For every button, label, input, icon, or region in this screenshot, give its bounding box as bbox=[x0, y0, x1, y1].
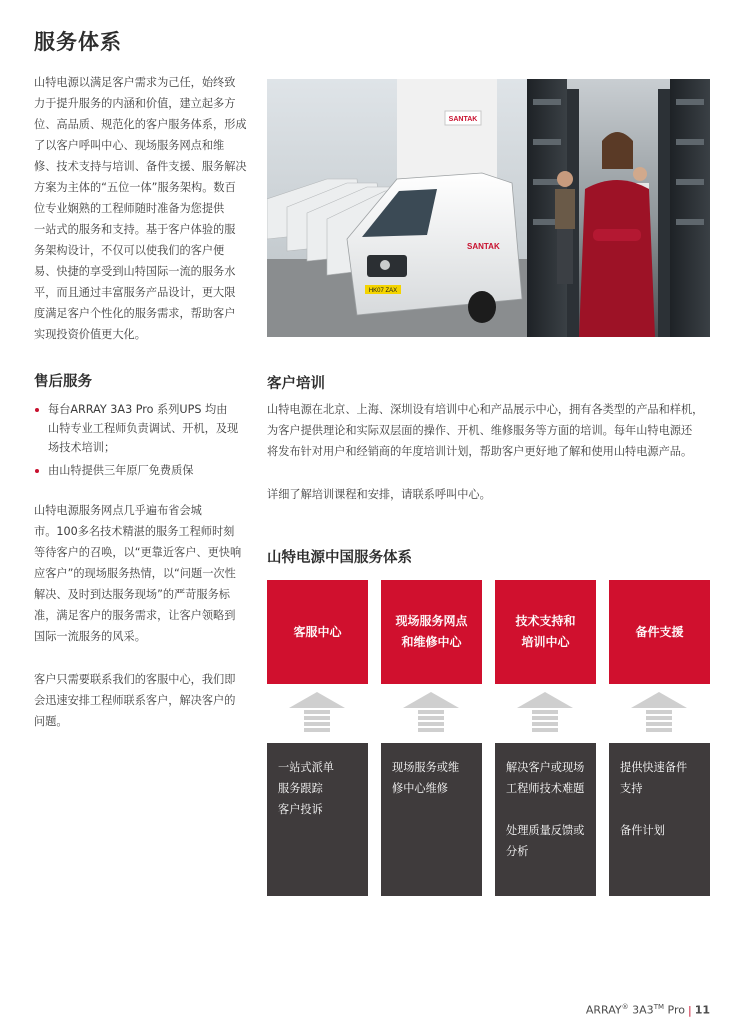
spacer bbox=[620, 799, 702, 820]
detail-item: 解决客户或现场 bbox=[506, 761, 585, 774]
page-footer bbox=[586, 1003, 710, 1017]
detail-item: 分析 bbox=[506, 845, 529, 858]
up-arrow-icon bbox=[609, 690, 710, 736]
footer-separator: | bbox=[687, 1003, 692, 1017]
box-spare-parts: 备件支援 bbox=[609, 580, 710, 684]
detail-item: 服务跟踪 bbox=[278, 782, 323, 795]
service-network-paragraph: 山特电源服务网点几乎遍布省会城 市。100多名技术精湛的服务工程师时刻 等待客户的召唤，以“更靠近客户、更快响 应客户”的现场服务热情，以“问题一次性 解决、及时到达服务现场”的严苛服务标 准，满足客户的服务需求，让客户领略到 国际一流服务的风采。 bbox=[34, 504, 242, 643]
training-heading: 客户培训 bbox=[267, 376, 325, 392]
footer-model: 3A3 bbox=[628, 1003, 654, 1017]
after-sales-heading: 售后服务 bbox=[34, 374, 92, 390]
van-logo: SANTAK bbox=[467, 242, 500, 251]
detail-tech-support bbox=[495, 743, 596, 896]
intro-paragraph: 山特电源以满足客户需求为己任，始终致 力于提升服务的内涵和价值，建立起多方 位、高品质、规范化的客户服务体系，形成 了以客户呼叫中心、现场服务网点和维 修、技术支持与培训、备件支援、服务解决 方案为主体的“五位一体”服务架构。数百 位专业娴熟的工程师随时准备为您提供 一站式的服务和支持。基于客户体验的服 务架构设计，不仅可以使我们的客户便 易、快捷的享受到山特国际一流的服务水 平，而且通过丰富服务产品设计，更大限 度满足客户个性化的服务需求，帮助客户 实现投资价值更大化。 bbox=[34, 76, 247, 341]
page-number: 11 bbox=[694, 1003, 710, 1017]
detail-item: 工程师技术难题 bbox=[506, 782, 585, 795]
detail-item: 客户投诉 bbox=[278, 803, 323, 816]
page-title: 服务体系 bbox=[34, 30, 122, 54]
detail-call-center bbox=[267, 743, 368, 896]
list-item: 每台ARRAY 3A3 Pro 系列UPS 均由 山特专业工程师负责调试、开机，及现 场技术培训； bbox=[34, 400, 252, 457]
up-arrow-icon bbox=[267, 690, 368, 736]
footer-suffix: Pro bbox=[664, 1003, 685, 1017]
box-tech-support: 技术支持和 培训中心 bbox=[495, 580, 596, 684]
up-arrow-icon bbox=[381, 690, 482, 736]
detail-item: 现场服务或维 bbox=[392, 761, 460, 774]
box-field-service: 现场服务网点 和维修中心 bbox=[381, 580, 482, 684]
after-sales-list bbox=[34, 400, 252, 484]
detail-item: 提供快速备件 bbox=[620, 761, 688, 774]
detail-item: 支持 bbox=[620, 782, 643, 795]
box-call-center: 客服中心 bbox=[267, 580, 368, 684]
footer-brand: ARRAY bbox=[585, 1003, 622, 1017]
bullet-icon bbox=[35, 408, 39, 412]
registered-mark: ® bbox=[621, 1003, 629, 1011]
spacer bbox=[506, 799, 588, 820]
detail-item: 一站式派单 bbox=[278, 761, 334, 774]
detail-item: 修中心维修 bbox=[392, 782, 448, 795]
training-paragraph: 山特电源在北京、上海、深圳设有培训中心和产品展示中心，拥有各类型的产品和样机， 为客户提供理论和实际双层面的操作、开机、维修服务等方面的培训。每年山特电源还 将发布针对用户和经销商的年度培训计划，帮助客户更好地了解和使用山特电源产品。 bbox=[267, 403, 704, 458]
service-photo bbox=[267, 79, 710, 337]
contact-paragraph: 客户只需要联系我们的客服中心，我们即 会迅速安排工程师联系客户，解决客户的 问题。 bbox=[34, 673, 236, 728]
up-arrow-icon bbox=[495, 690, 596, 736]
training-contact: 详细了解培训课程和安排，请联系呼叫中心。 bbox=[267, 488, 491, 501]
detail-item: 备件计划 bbox=[620, 824, 665, 837]
system-heading: 山特电源中国服务体系 bbox=[267, 550, 412, 566]
license-plate: HK07 ZAX bbox=[368, 288, 398, 294]
detail-item: 处理质量反馈或 bbox=[506, 824, 585, 837]
bullet-icon bbox=[35, 469, 39, 473]
detail-field-service bbox=[381, 743, 482, 896]
trademark: TM bbox=[653, 1003, 665, 1011]
sign-logo: SANTAK bbox=[448, 116, 478, 123]
detail-spare-parts bbox=[609, 743, 710, 896]
list-item: 由山特提供三年原厂免费质保 bbox=[34, 461, 252, 480]
